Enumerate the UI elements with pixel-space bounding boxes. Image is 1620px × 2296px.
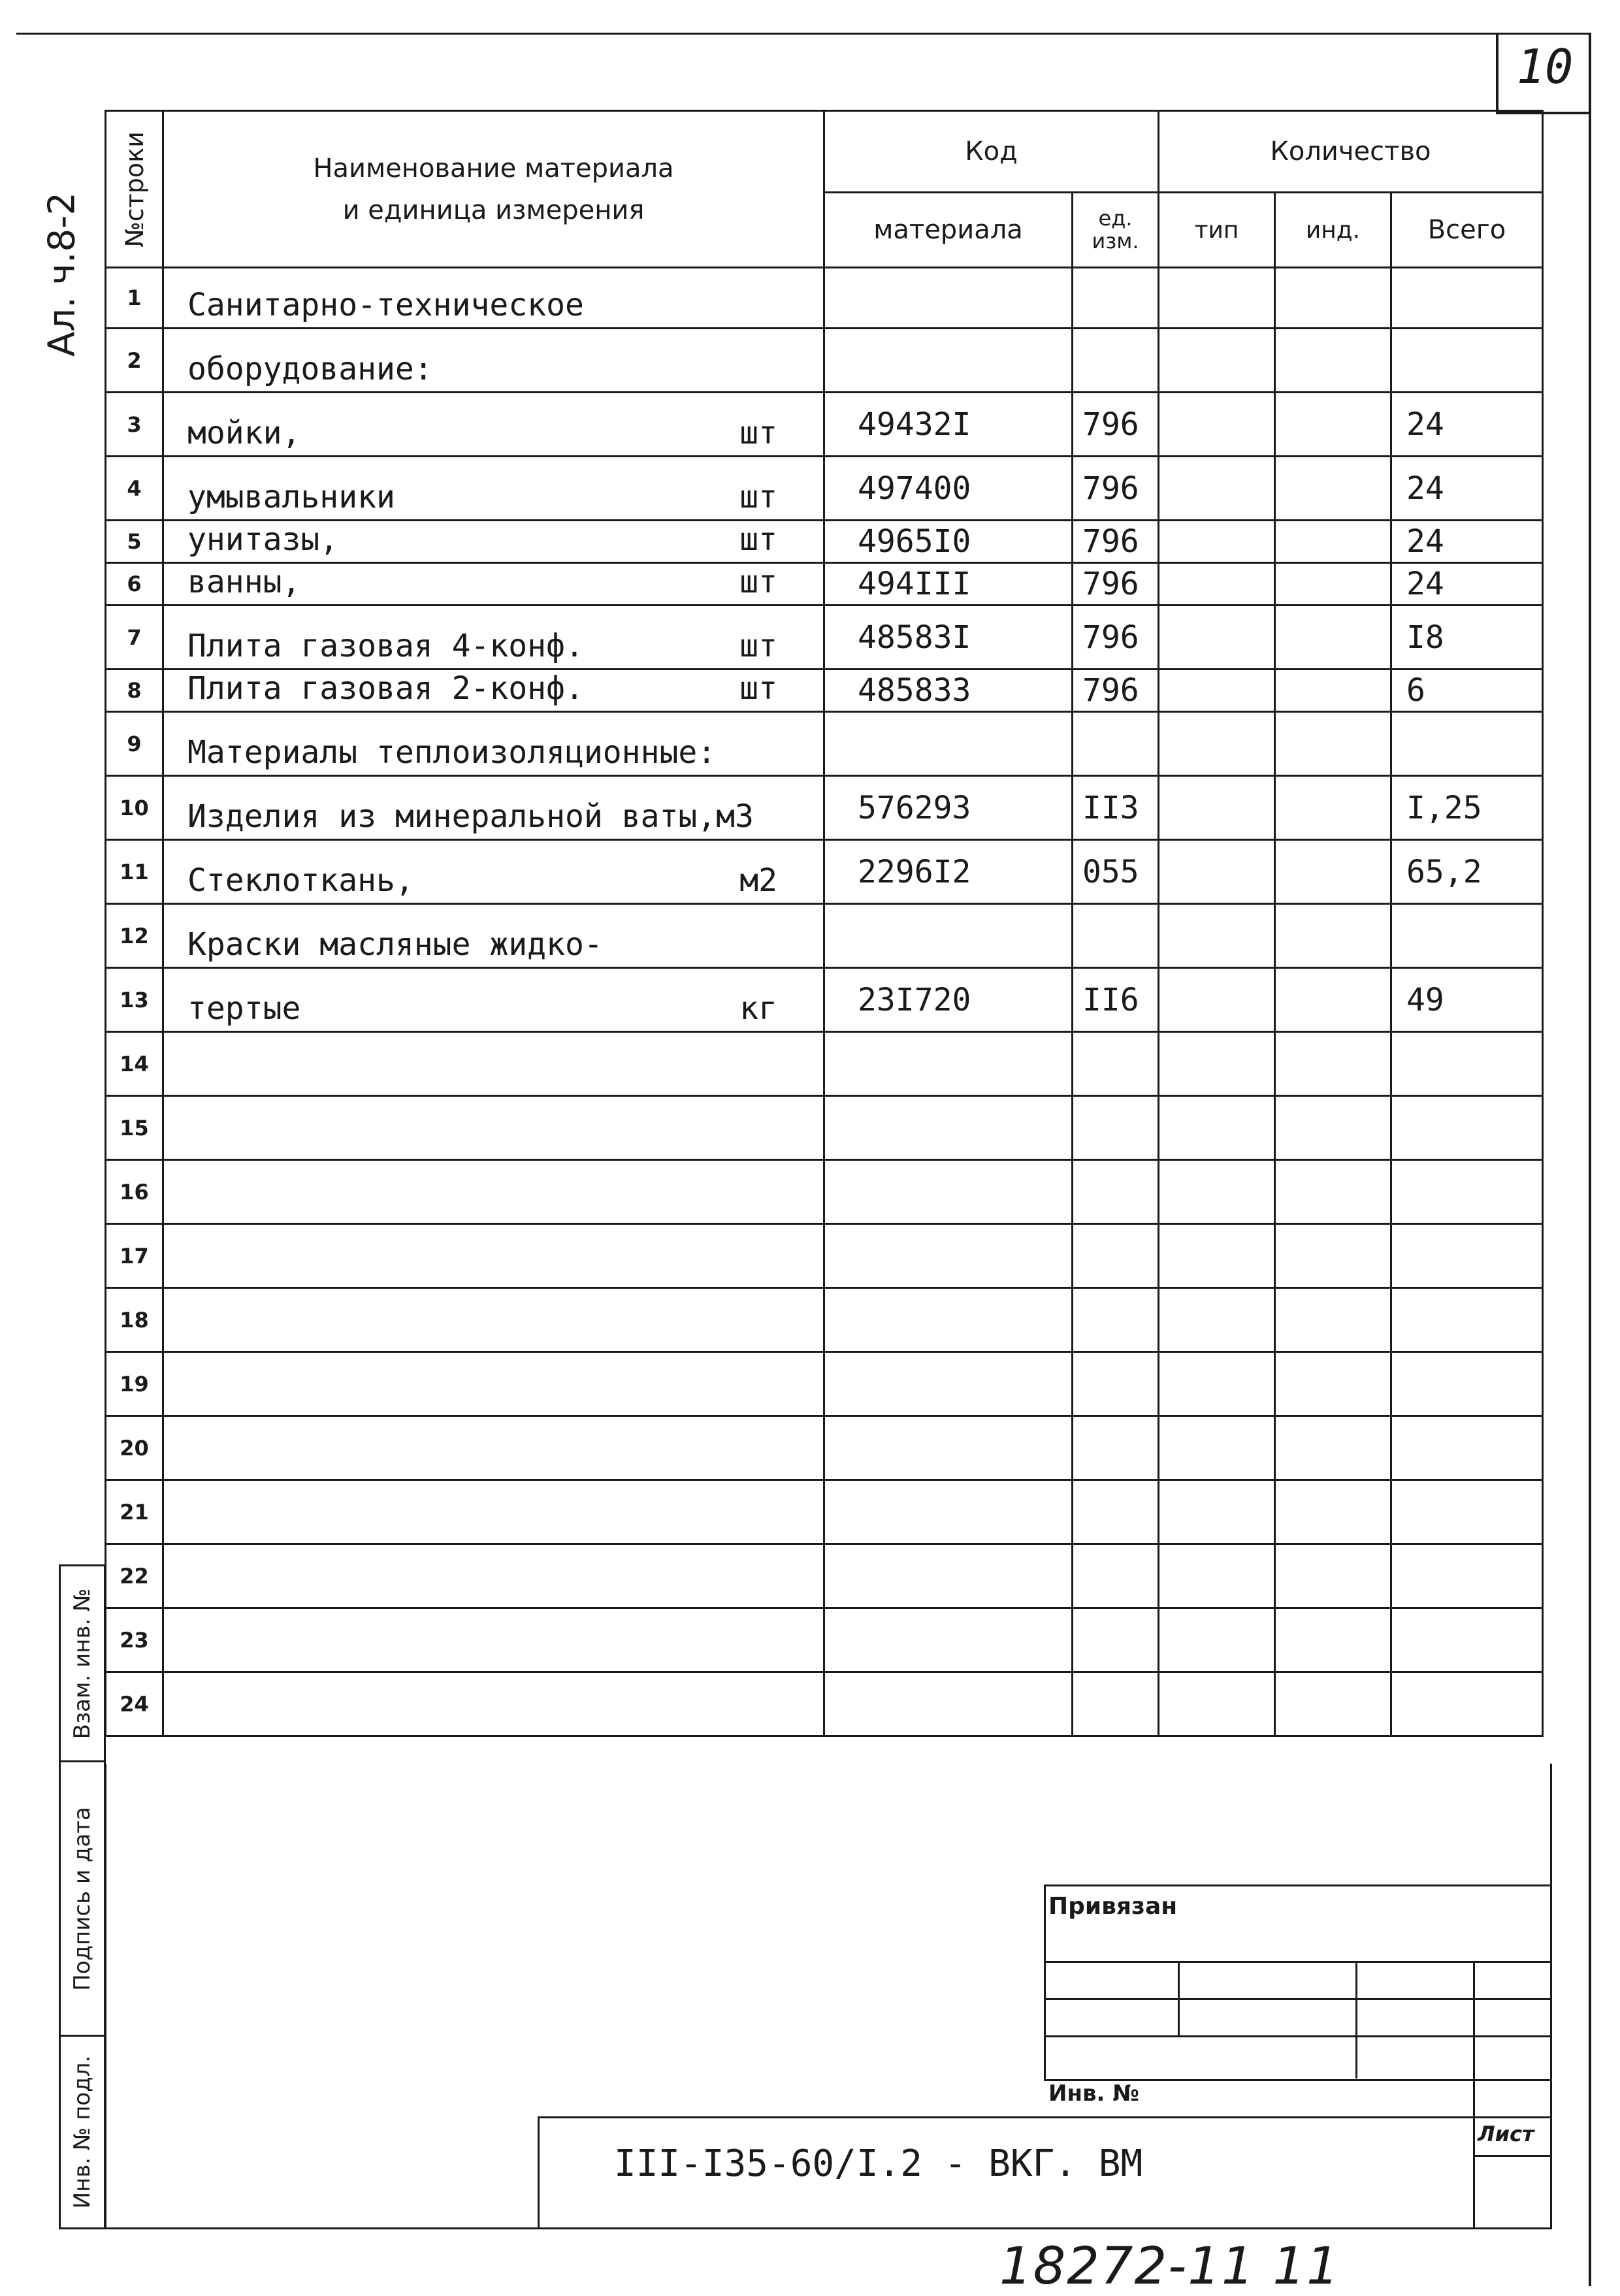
material-code: 2296I2	[824, 840, 1073, 904]
handwritten-note-text: Ал. ч.8-2	[40, 191, 84, 357]
material-unit: шт	[739, 479, 777, 515]
table-row	[106, 393, 1543, 457]
row-number: 8	[106, 670, 163, 712]
material-name-cell	[163, 1160, 824, 1224]
qty-type	[1159, 968, 1275, 1032]
qty-total	[1391, 1032, 1543, 1096]
qty-type	[1159, 1544, 1275, 1608]
unit-code: 796	[1073, 606, 1159, 670]
qty-ind	[1275, 1288, 1391, 1352]
material-name-cell	[163, 563, 824, 606]
table-row	[106, 1288, 1543, 1352]
qty-ind	[1275, 1032, 1391, 1096]
material-name: ванны,	[187, 564, 301, 600]
table-row	[106, 1544, 1543, 1608]
qty-total: 24	[1391, 393, 1543, 457]
material-name-cell	[163, 393, 824, 457]
qty-total	[1391, 1672, 1543, 1736]
unit-code	[1073, 1032, 1159, 1096]
qty-total	[1391, 712, 1543, 776]
qty-ind	[1275, 712, 1391, 776]
row-number: 22	[106, 1544, 163, 1608]
material-code	[824, 1544, 1073, 1608]
material-code	[824, 1288, 1073, 1352]
qty-type	[1159, 606, 1275, 670]
stamp-privyazan: Привязан	[1048, 1893, 1178, 1920]
table-row	[106, 712, 1543, 776]
header-qty-ind: инд.	[1275, 193, 1391, 268]
qty-type	[1159, 1480, 1275, 1544]
qty-total: 6	[1391, 670, 1543, 712]
material-name-cell	[163, 776, 824, 840]
material-name-cell	[163, 268, 824, 329]
side-cell-vzam	[61, 1566, 104, 1762]
material-unit: шт	[739, 415, 777, 451]
header-qty-total: Всего	[1391, 193, 1543, 268]
qty-total	[1391, 1416, 1543, 1480]
material-name-cell	[163, 1096, 824, 1160]
frame-top-line	[16, 33, 1591, 35]
material-name-cell	[163, 606, 824, 670]
stamp-inv-no: Инв. №	[1048, 2080, 1140, 2107]
stamp-row-1	[1044, 1961, 1552, 2000]
material-code	[824, 1352, 1073, 1416]
material-code	[824, 1672, 1073, 1736]
material-name: умывальники	[187, 479, 395, 515]
qty-total	[1391, 329, 1543, 393]
unit-code	[1073, 1288, 1159, 1352]
table-row	[106, 329, 1543, 393]
row-number: 4	[106, 457, 163, 521]
qty-ind	[1275, 563, 1391, 606]
side-cell-inv-podl	[61, 2037, 104, 2227]
row-number: 16	[106, 1160, 163, 1224]
material-unit: шт	[739, 670, 777, 707]
table-row	[106, 904, 1543, 968]
qty-type	[1159, 563, 1275, 606]
qty-type	[1159, 521, 1275, 563]
material-unit: кг	[739, 990, 777, 1027]
qty-total	[1391, 1160, 1543, 1224]
qty-type	[1159, 1608, 1275, 1672]
material-name-cell	[163, 1672, 824, 1736]
unit-code: 055	[1073, 840, 1159, 904]
qty-ind	[1275, 1544, 1391, 1608]
unit-code	[1073, 1480, 1159, 1544]
row-number: 9	[106, 712, 163, 776]
qty-ind	[1275, 457, 1391, 521]
qty-type	[1159, 1032, 1275, 1096]
table-row	[106, 776, 1543, 840]
material-unit: м2	[739, 862, 777, 899]
row-number: 11	[106, 840, 163, 904]
material-name: мойки,	[187, 415, 301, 451]
table-row	[106, 1480, 1543, 1544]
material-name-cell	[163, 329, 824, 393]
table-row	[106, 968, 1543, 1032]
qty-total	[1391, 1352, 1543, 1416]
unit-code: 796	[1073, 393, 1159, 457]
unit-code	[1073, 1608, 1159, 1672]
material-code	[824, 268, 1073, 329]
qty-total	[1391, 268, 1543, 329]
unit-code	[1073, 1416, 1159, 1480]
materials-table	[105, 110, 1544, 1737]
qty-ind	[1275, 904, 1391, 968]
qty-type	[1159, 904, 1275, 968]
side-label-inv-podl: Инв. № подл.	[69, 2055, 95, 2209]
qty-total: 65,2	[1391, 840, 1543, 904]
row-number: 18	[106, 1288, 163, 1352]
material-code	[824, 1608, 1073, 1672]
qty-ind	[1275, 1096, 1391, 1160]
material-unit: шт	[739, 628, 777, 664]
qty-total	[1391, 904, 1543, 968]
qty-ind	[1275, 1160, 1391, 1224]
material-name-cell	[163, 904, 824, 968]
material-code	[824, 1096, 1073, 1160]
qty-ind	[1275, 606, 1391, 670]
unit-code	[1073, 1224, 1159, 1288]
unit-code	[1073, 712, 1159, 776]
table-row	[106, 1416, 1543, 1480]
frame-right-line	[1589, 33, 1591, 2286]
row-number: 10	[106, 776, 163, 840]
unit-code	[1073, 1544, 1159, 1608]
material-name-cell	[163, 1480, 824, 1544]
stamp-v1	[1178, 1961, 1180, 2037]
qty-total: I,25	[1391, 776, 1543, 840]
material-code: 49432I	[824, 393, 1073, 457]
table-row	[106, 1608, 1543, 1672]
table-row	[106, 268, 1543, 329]
qty-total	[1391, 1608, 1543, 1672]
sheet-number: 10	[1516, 39, 1574, 94]
table-row	[106, 1672, 1543, 1736]
qty-ind	[1275, 670, 1391, 712]
side-stamp-strip	[59, 1564, 106, 2229]
material-code: 485833	[824, 670, 1073, 712]
qty-total: 24	[1391, 563, 1543, 606]
material-name: Материалы теплоизоляционные:	[187, 734, 717, 771]
material-name-cell	[163, 840, 824, 904]
material-code: 576293	[824, 776, 1073, 840]
stamp-list-label: Лист	[1478, 2122, 1534, 2146]
row-number: 23	[106, 1608, 163, 1672]
qty-total	[1391, 1224, 1543, 1288]
row-number: 24	[106, 1672, 163, 1736]
unit-code	[1073, 1160, 1159, 1224]
table-row	[106, 606, 1543, 670]
qty-type	[1159, 1160, 1275, 1224]
qty-total	[1391, 1544, 1543, 1608]
material-name-cell	[163, 1032, 824, 1096]
qty-type	[1159, 1288, 1275, 1352]
row-number: 5	[106, 521, 163, 563]
document-code: III-I35-60/I.2 - ВКГ. ВМ	[614, 2142, 1143, 2185]
stamp-row-2	[1044, 1998, 1552, 2037]
unit-code	[1073, 904, 1159, 968]
material-name-cell	[163, 521, 824, 563]
side-label-podpis: Подпись и дата	[69, 1806, 95, 1991]
qty-total	[1391, 1480, 1543, 1544]
material-name: Плита газовая 4-конф.	[187, 628, 584, 664]
table-row	[106, 1096, 1543, 1160]
qty-type	[1159, 1224, 1275, 1288]
unit-code: 796	[1073, 563, 1159, 606]
row-number: 12	[106, 904, 163, 968]
qty-type	[1159, 329, 1275, 393]
qty-ind	[1275, 1352, 1391, 1416]
material-code	[824, 1224, 1073, 1288]
material-unit: шт	[739, 564, 777, 600]
qty-ind	[1275, 268, 1391, 329]
material-name: Плита газовая 2-конф.	[187, 670, 584, 707]
qty-ind	[1275, 1416, 1391, 1480]
unit-code	[1073, 1096, 1159, 1160]
material-code: 4965I0	[824, 521, 1073, 563]
material-code: 48583I	[824, 606, 1073, 670]
qty-ind	[1275, 1480, 1391, 1544]
material-name-cell	[163, 670, 824, 712]
material-name-cell	[163, 1608, 824, 1672]
qty-type	[1159, 457, 1275, 521]
material-name: унитазы,	[187, 521, 339, 558]
material-code	[824, 329, 1073, 393]
material-name-cell	[163, 1288, 824, 1352]
row-number: 20	[106, 1416, 163, 1480]
material-name: Санитарно-техническое	[187, 287, 584, 323]
qty-type	[1159, 712, 1275, 776]
archive-number: 18272-11 11	[999, 2237, 1340, 2296]
table-row	[106, 1160, 1543, 1224]
material-code	[824, 712, 1073, 776]
qty-ind	[1275, 393, 1391, 457]
side-cell-podpis	[61, 1762, 104, 2037]
qty-type	[1159, 393, 1275, 457]
table-row	[106, 563, 1543, 606]
unit-code	[1073, 329, 1159, 393]
material-name-cell	[163, 1224, 824, 1288]
qty-total: 49	[1391, 968, 1543, 1032]
qty-ind	[1275, 1608, 1391, 1672]
row-number: 14	[106, 1032, 163, 1096]
handwritten-note	[26, 137, 98, 412]
qty-total	[1391, 1288, 1543, 1352]
qty-ind	[1275, 968, 1391, 1032]
qty-type	[1159, 1416, 1275, 1480]
qty-type	[1159, 776, 1275, 840]
material-code	[824, 1160, 1073, 1224]
material-name-cell	[163, 1544, 824, 1608]
qty-total	[1391, 1096, 1543, 1160]
qty-total: I8	[1391, 606, 1543, 670]
row-number: 3	[106, 393, 163, 457]
unit-code	[1073, 1352, 1159, 1416]
qty-total: 24	[1391, 457, 1543, 521]
qty-type	[1159, 1352, 1275, 1416]
unit-code	[1073, 268, 1159, 329]
left-border-line	[105, 1764, 106, 2229]
unit-code	[1073, 1672, 1159, 1736]
material-name: оборудование:	[187, 351, 433, 387]
qty-ind	[1275, 329, 1391, 393]
header-name: Наименование материала и единица измерения	[163, 111, 824, 268]
material-unit: шт	[739, 521, 777, 558]
material-code	[824, 904, 1073, 968]
row-number: 19	[106, 1352, 163, 1416]
qty-ind	[1275, 1224, 1391, 1288]
qty-ind	[1275, 521, 1391, 563]
qty-type	[1159, 840, 1275, 904]
header-code: Код	[824, 111, 1159, 193]
qty-ind	[1275, 1672, 1391, 1736]
stamp-row-3	[1044, 2035, 1552, 2081]
qty-type	[1159, 670, 1275, 712]
unit-code: 796	[1073, 521, 1159, 563]
table-row	[106, 521, 1543, 563]
qty-type	[1159, 1096, 1275, 1160]
material-name-cell	[163, 968, 824, 1032]
row-number: 21	[106, 1480, 163, 1544]
row-number: 6	[106, 563, 163, 606]
unit-code: 796	[1073, 457, 1159, 521]
table-row	[106, 840, 1543, 904]
material-code	[824, 1032, 1073, 1096]
row-number: 1	[106, 268, 163, 329]
material-code: 23I720	[824, 968, 1073, 1032]
header-code-material: материала	[824, 193, 1073, 268]
material-name-cell	[163, 1352, 824, 1416]
table-row	[106, 1032, 1543, 1096]
unit-code: 796	[1073, 670, 1159, 712]
header-qty-type: тип	[1159, 193, 1275, 268]
row-number: 2	[106, 329, 163, 393]
material-code	[824, 1480, 1073, 1544]
material-code: 494III	[824, 563, 1073, 606]
material-name: Краски масляные жидко-	[187, 926, 603, 963]
row-number: 13	[106, 968, 163, 1032]
unit-code: II3	[1073, 776, 1159, 840]
table-row	[106, 457, 1543, 521]
qty-type	[1159, 268, 1275, 329]
row-number: 7	[106, 606, 163, 670]
material-name-cell	[163, 712, 824, 776]
row-number: 15	[106, 1096, 163, 1160]
material-name-cell	[163, 457, 824, 521]
material-code	[824, 1416, 1073, 1480]
unit-code: II6	[1073, 968, 1159, 1032]
qty-total: 24	[1391, 521, 1543, 563]
material-name: тертые	[187, 990, 301, 1027]
qty-type	[1159, 1672, 1275, 1736]
row-number: 17	[106, 1224, 163, 1288]
material-name-cell	[163, 1416, 824, 1480]
material-name: Изделия из минеральной ваты,м3	[187, 798, 754, 835]
material-code: 497400	[824, 457, 1073, 521]
header-rownum: №строки	[106, 111, 163, 268]
header-code-unit: ед. изм.	[1073, 193, 1159, 268]
table-row	[106, 670, 1543, 712]
table-row	[106, 1224, 1543, 1288]
header-quantity: Количество	[1159, 111, 1543, 193]
material-name: Стеклоткань,	[187, 862, 414, 899]
stamp-v2	[1355, 1961, 1357, 2078]
table-row	[106, 1352, 1543, 1416]
side-label-vzam: Взам. инв. №	[69, 1588, 95, 1739]
qty-ind	[1275, 840, 1391, 904]
qty-ind	[1275, 776, 1391, 840]
